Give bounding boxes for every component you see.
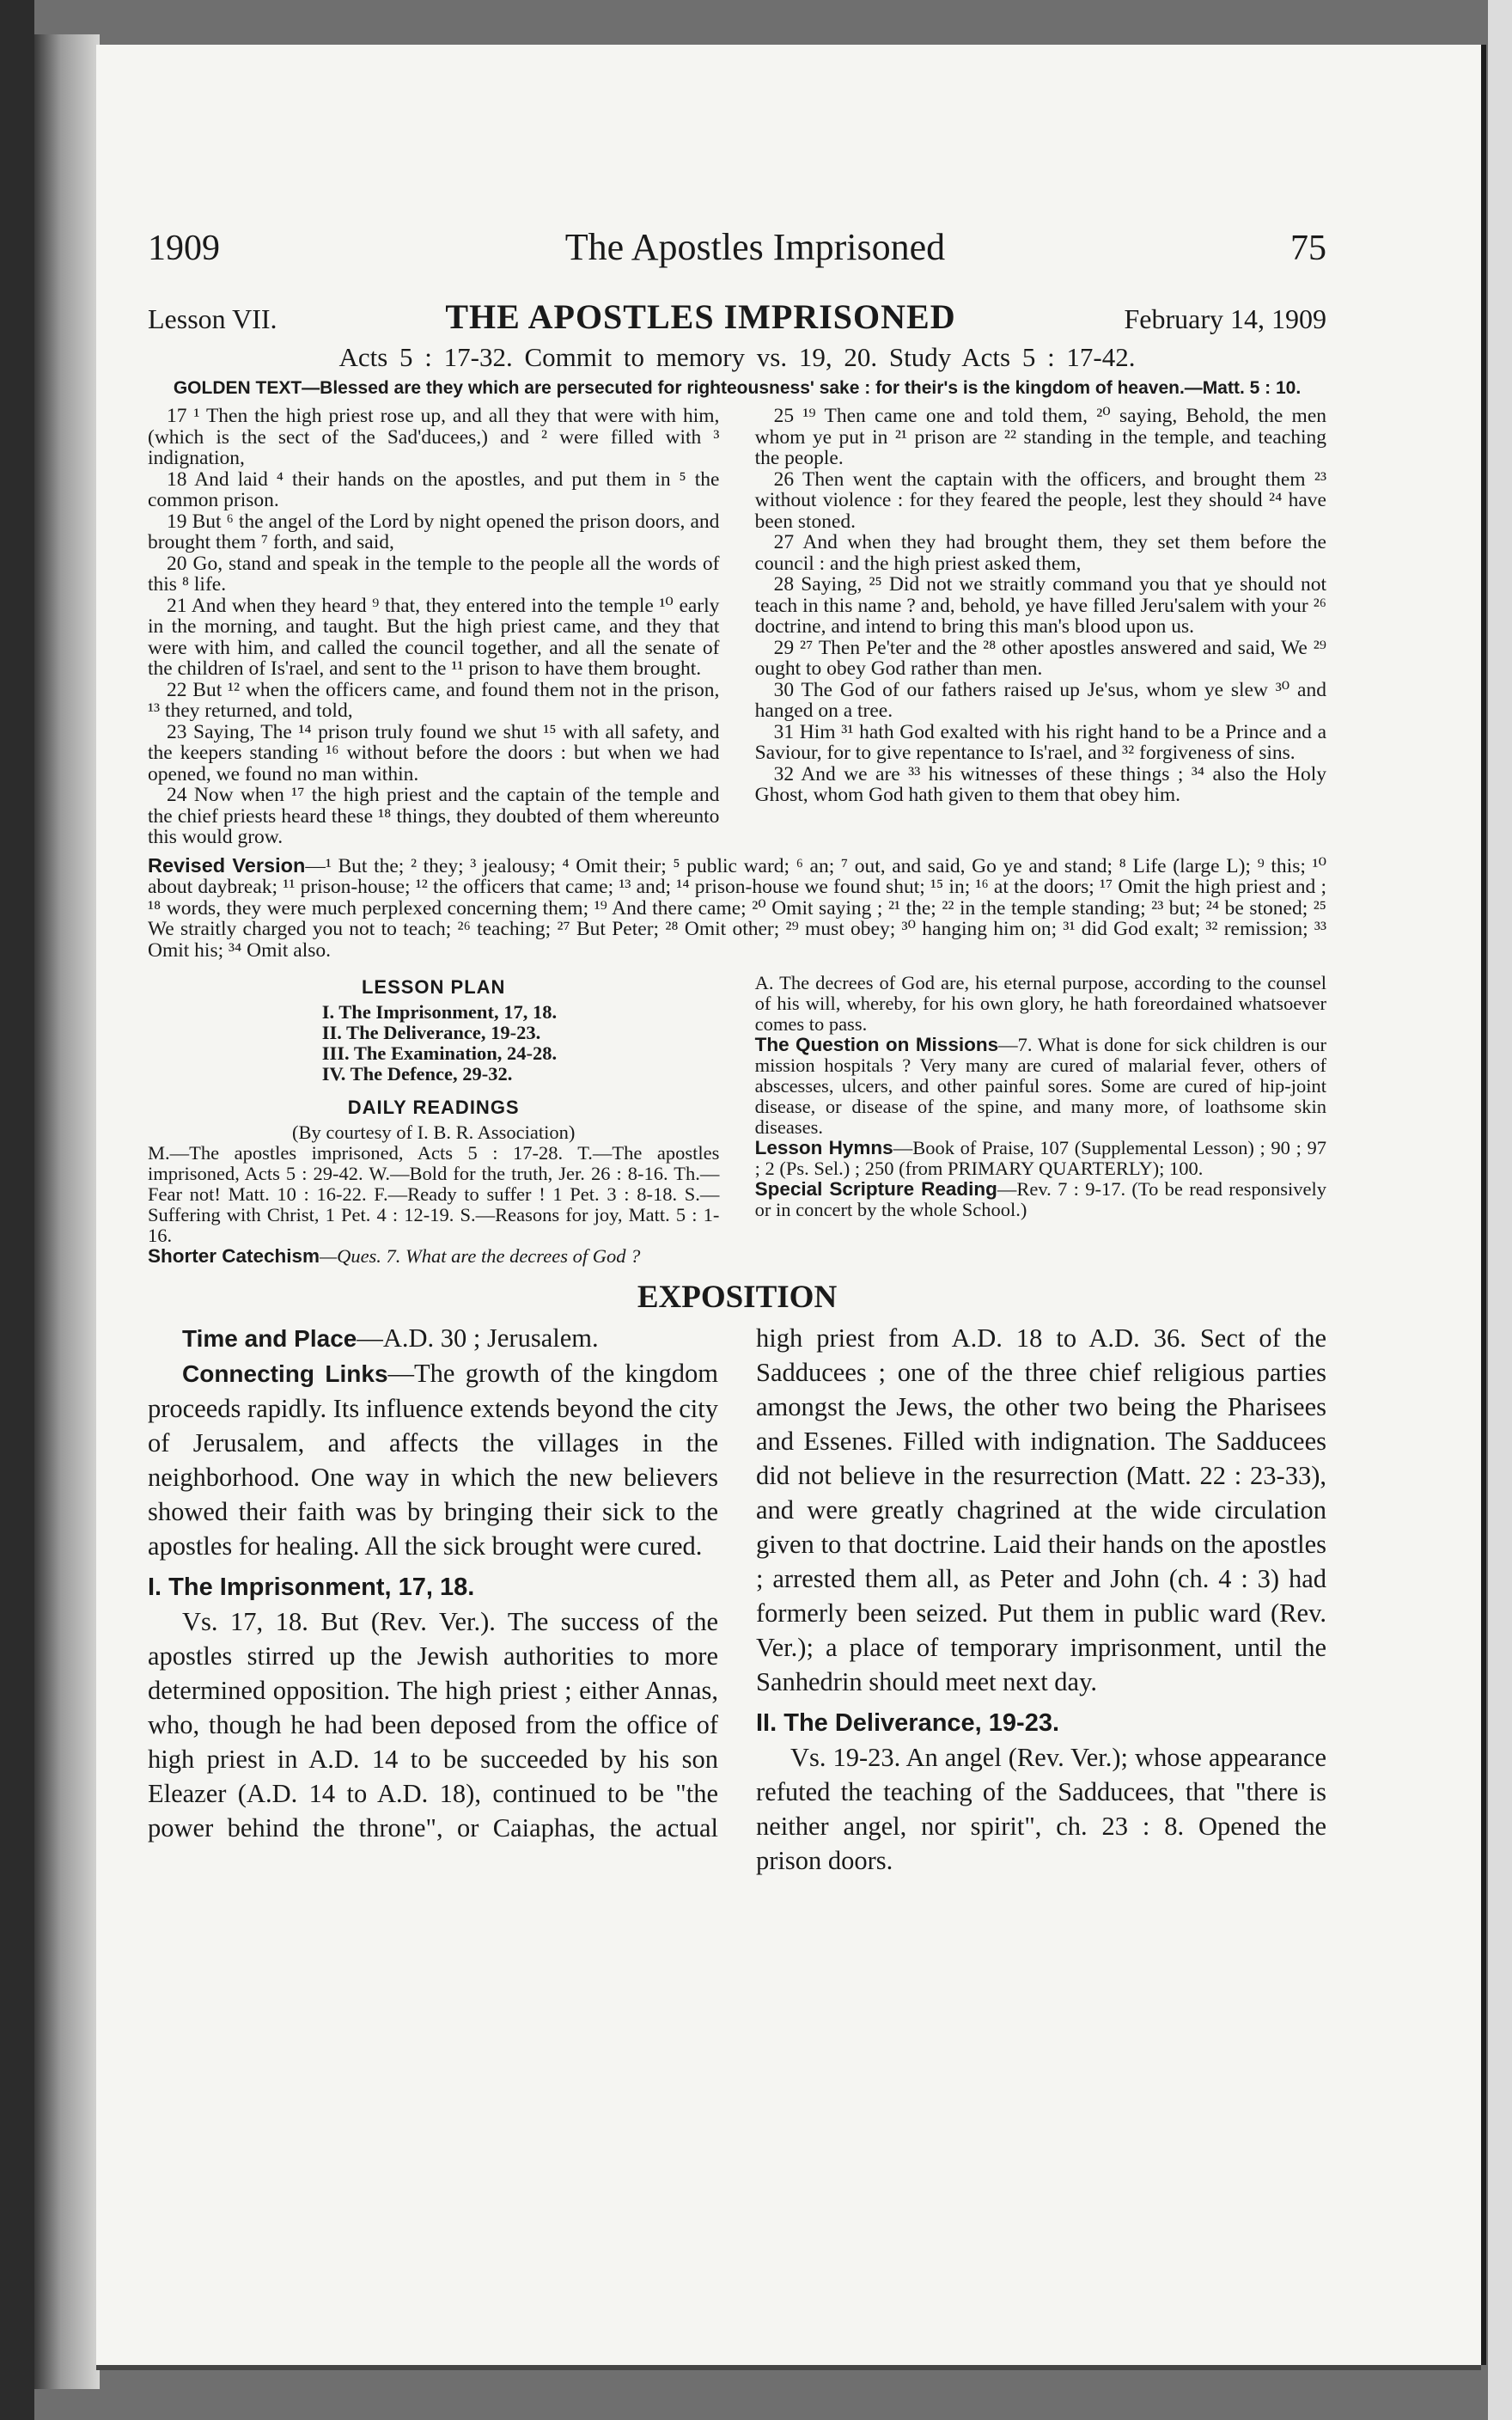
lesson-plan-list [321, 1001, 558, 1085]
lesson-hymns [755, 1138, 1326, 1179]
lesson-aids-columns [148, 973, 1326, 1267]
revised-version-notes [148, 855, 1326, 962]
exposition-title: EXPOSITION [637, 1280, 838, 1315]
verse: 22 But ¹² when the officers came, and found them not in the prison, ¹³ they returned, and told, [148, 678, 720, 722]
running-head [148, 225, 1326, 269]
scripture-references: Acts 5 : 17-32. Commit to memory vs. 19, 20. Study Acts 5 : 17-42. [338, 342, 1136, 372]
special-scripture-reading [755, 1179, 1326, 1220]
scripture-columns [148, 399, 1326, 848]
scan-border-right [1488, 0, 1512, 2420]
page-content [148, 225, 1326, 1931]
time-place-label: Time and Place [182, 1325, 357, 1352]
scripture-right-column [755, 406, 1326, 848]
golden-text: GOLDEN TEXT—Blessed are they which are persecuted for righteousness' sake : for their's is the kingdom of heaven.—Matt. 5 : 10. [173, 378, 1302, 398]
lesson-title: THE APOSTLES IMPRISONED [445, 297, 956, 336]
verse: 26 Then went the captain with the officers, and brought them ²³ without violence : for they feared the people, lest they should ²⁴ have been stoned. [754, 468, 1326, 533]
lesson-hymns-label: Lesson Hymns [754, 1137, 893, 1158]
connecting-links [148, 1356, 718, 1563]
verse: 21 And when they heard ⁹ that, they entered into the temple ¹⁰ early in the morning, and taught. But the high priest came, and they that were with him, and called the council together, and all the senate of the children of Is'rael, and sent to the ¹¹ prison to have them brought. [148, 594, 720, 680]
lesson-number: Lesson VII. [148, 303, 277, 334]
section-heading-deliverance: II. The Deliverance, 19-23. [756, 1709, 1060, 1737]
lesson-plan-item: IV. The Defence, 29-32. [321, 1063, 513, 1085]
verse: 19 But ⁶ the angel of the Lord by night opened the prison doors, and brought them ⁷ forth, and said, [148, 510, 720, 553]
lesson-date: February 14, 1909 [1124, 303, 1326, 334]
lesson-plan-item: II. The Deliverance, 19-23. [321, 1022, 541, 1043]
daily-readings-text: M.—The apostles imprisoned, Acts 5 : 17-28. T.—The apostles imprisoned, Acts 5 : 29-42. W.—Bold for the truth, Jer. 26 : 8-16. Th.—Fear not! Matt. 10 : 16-22. F.—Ready to suffer ! 1 Pet. 3 : 8-18. S.—Suffering with Christ, 1 Pet. 4 : 12-19. S.—Reasons for joy, Matt. 5 : 1-16. [148, 1142, 720, 1246]
verse: 32 And we are ³³ his witnesses of these things ; ³⁴ also the Holy Ghost, whom God hath given to them that obey him. [754, 762, 1326, 806]
daily-readings-heading: DAILY READINGS [347, 1097, 520, 1118]
running-head-year: 1909 [148, 229, 220, 268]
lesson-aids-right [755, 973, 1326, 1267]
verse: 23 Saying, The ¹⁴ prison truly found we shut ¹⁵ with all safety, and the keepers standing ¹⁶ without before the doors : but when we had opened, we found no man within. [148, 720, 720, 785]
verse: 20 Go, stand and speak in the temple to the people all the words of this ⁸ life. [148, 552, 720, 596]
lesson-header [148, 296, 1326, 337]
verse: 29 ²⁷ Then Pe'ter and the ²⁸ other apostles answered and said, We ²⁹ ought to obey God rather than men. [754, 636, 1326, 680]
exposition-body [148, 1321, 1326, 1931]
running-head-title: The Apostles Imprisoned [564, 226, 946, 268]
catechism-answer: A. The decrees of God are, his eternal purpose, according to the counsel of his will, whereby, for his own glory, he hath foreordained whatsoever comes to pass. [754, 972, 1326, 1035]
time-place-text: —A.D. 30 ; Jerusalem. [357, 1323, 599, 1353]
section-text-deliverance: Vs. 19-23. An angel (Rev. Ver.); whose appearance refuted the teaching of the Sadducees, that "there is neither angel, nor spirit", ch. 23 : 8. Opened the prison doors. [756, 1743, 1326, 1875]
lesson-plan-heading: LESSON PLAN [361, 976, 506, 998]
time-and-place [148, 1321, 718, 1356]
special-reading-text: —Rev. 7 : 9-17. (To be read responsively or in concert by the whole School.) [754, 1178, 1327, 1220]
missions-question [755, 1035, 1326, 1138]
verse: 30 The God of our fathers raised up Je'sus, whom ye slew ³⁰ and hanged on a tree. [754, 678, 1326, 722]
section-heading-imprisonment: I. The Imprisonment, 17, 18. [148, 1574, 475, 1601]
missions-text: —7. What is done for sick children is our mission hospitals ? Very many are cured of malarial fever, others of abscesses, ulcers, and other painful sores. Some are cured of hip-joint disease, or disease of the spine, and many more, of loathsome skin diseases. [754, 1034, 1326, 1138]
lesson-plan-item: I. The Imprisonment, 17, 18. [321, 1001, 558, 1023]
lesson-plan-item: III. The Examination, 24-28. [321, 1042, 558, 1064]
shorter-catechism-question [148, 1246, 719, 1267]
verse: 17 ¹ Then the high priest rose up, and all they that were with him, (which is the sect of the Sad'ducees,) and ² were filled with ³ indignation, [148, 405, 720, 469]
lesson-aids-left [148, 973, 719, 1267]
missions-label: The Question on Missions [754, 1034, 999, 1055]
shorter-catechism-label: Shorter Catechism [148, 1245, 320, 1267]
revised-version-text: —¹ But the; ² they; ³ jealousy; ⁴ Omit their; ⁵ public ward; ⁶ an; ⁷ out, and said, Go ye and stand; ⁸ Life (large L); ⁹ this; ¹⁰ about daybreak; ¹¹ prison-house; ¹² the officers that came; ¹³ and; ¹⁴ prison-house we found shut; ¹⁵ in; ¹⁶ at the doors; ¹⁷ Omit the high priest and ; ¹⁸ words, they were much perplexed concerning them; ¹⁹ And there came; ²⁰ Omit saying ; ²¹ the; ²² in the temple standing; ²³ but; ²⁴ be stoned; ²⁵ We straitly charged you not to teach; ²⁶ teaching; ²⁷ But Peter; ²⁸ Omit other; ²⁹ must obey; ³⁰ hanging him on; ³¹ did God exalt; ³² remission; ³³ Omit his; ³⁴ Omit also. [148, 854, 1326, 962]
scripture-left-column [148, 406, 719, 848]
verse: 18 And laid ⁴ their hands on the apostles, and put them in ⁵ the common prison. [148, 468, 720, 511]
catechism-question-text: —Ques. 7. What are the decrees of God ? [320, 1245, 641, 1267]
lesson-hymns-text: —Book of Praise, 107 (Supplemental Lesson) ; 90 ; 97 ; 2 (Ps. Sel.) ; 250 (from PRIMARY QUARTERLY); 100. [754, 1137, 1326, 1179]
verse: 28 Saying, ²⁵ Did not we straitly command you that ye should not teach in this name ? and, behold, ye have filled Jeru'salem with your ²⁶ doctrine, and intend to bring this man's blood upon us. [754, 573, 1326, 638]
section-text-imprisonment: Vs. 17, 18. But (Rev. Ver.). The success of the apostles stirred up the Jewish authorities to more determined opposition. The high priest ; either Annas, who, though he had been deposed from the office of high priest in A.D. 14 to be succeeded by his son Eleazer (A.D. 14 to A.D. 18), continued to be "the power behind the throne", or Caiaphas, the actual high priest from A.D. 18 to A.D. 36. Sect of the Sadducees ; one of the three chief religious parties amongst the Jews, the other two being the Pharisees and Essenes. Filled with indignation. The Sadducees did not believe in the resurrection (Matt. 22 : 23-33), and were greatly chagrined at the wide circulation given to that doctrine. Laid their hands on the apostles ; arrested them all, as Peter and John (ch. 4 : 3) had formerly been seized. Put them in public ward (Rev. Ver.); a place of temporary imprisonment, until the Sanhedrin should meet next day. [148, 1323, 1326, 1842]
scan-border-left [0, 0, 34, 2420]
verse: 27 And when they had brought them, they set them before the council : and the high priest asked them, [754, 531, 1326, 575]
daily-readings-courtesy: (By courtesy of I. B. R. Association) [292, 1121, 576, 1143]
book-spine-shadow [34, 34, 100, 2389]
connecting-links-label: Connecting Links [182, 1360, 388, 1387]
connecting-links-text: —The growth of the kingdom proceeds rapidly. Its influence extends beyond the city of Jerusalem, and affects the villages in the neighborhood. One way in which the new believers showed their faith was by bringing their sick to the apostles for healing. All the sick brought were cured. [148, 1359, 718, 1561]
special-reading-label: Special Scripture Reading [754, 1178, 997, 1200]
revised-version-label: Revised Version [148, 853, 306, 877]
verse: 31 Him ³¹ hath God exalted with his right hand to be a Prince and a Saviour, for to give repentance to Is'rael, and ³² forgiveness of sins. [754, 720, 1326, 764]
page [96, 45, 1481, 2365]
verse: 24 Now when ¹⁷ the high priest and the captain of the temple and the chief priests heard these ¹⁸ things, they doubted of them whereunto this would grow. [148, 784, 720, 848]
page-number: 75 [1289, 229, 1326, 268]
verse: 25 ¹⁹ Then came one and told them, ²⁰ saying, Behold, the men whom ye put in ²¹ prison are ²² standing in the temple, and teaching the people. [754, 405, 1326, 469]
